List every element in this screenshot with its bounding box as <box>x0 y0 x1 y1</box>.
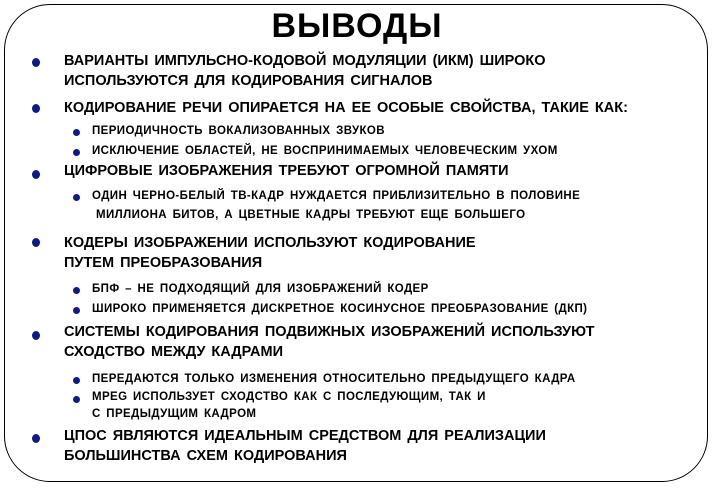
bullet-text-line: БОЛЬШИНСТВА СХЕМ КОДИРОВАНИЯ <box>64 448 347 464</box>
bullet-text-line: СХОДСТВО МЕЖДУ КАДРАМИ <box>64 344 283 360</box>
sub-bullet-text-line: ШИРОКО ПРИМЕНЯЕТСЯ ДИСКРЕТНОЕ КОСИНУСНОЕ ПРЕОБРАЗОВАНИЕ (ДКП) <box>92 303 588 315</box>
sub-bullet-marker <box>73 287 80 294</box>
sub-bullet-marker <box>73 129 80 136</box>
sub-bullet-text-line: С ПРЕДЫДУЩИМ КАДРОМ <box>92 408 257 420</box>
sub-bullet-text-line: ПЕРИОДИЧНОСТЬ ВОКАЛИЗОВАННЫХ ЗВУКОВ <box>92 125 385 137</box>
bullet-text-line: ЦПОС ЯВЛЯЮТСЯ ИДЕАЛЬНЫМ СРЕДСТВОМ ДЛЯ РЕАЛИЗАЦИИ <box>64 428 546 444</box>
sub-bullet-marker <box>73 149 80 156</box>
sub-bullet-text-line: ОДИН ЧЕРНО-БЕЛЫЙ ТВ-КАДР НУЖДАЕТСЯ ПРИБЛИЗИТЕЛЬНО В ПОЛОВИНЕ <box>92 190 581 202</box>
bullet-text-line: ПУТЕМ ПРЕОБРАЗОВАНИЯ <box>64 255 263 271</box>
bullet-text-line: СИСТЕМЫ КОДИРОВАНИЯ ПОДВИЖНЫХ ИЗОБРАЖЕНИЙ ИСПОЛЬЗУЮТ <box>64 324 595 340</box>
sub-bullet-text-line: ИСКЛЮЧЕНИЕ ОБЛАСТЕЙ, НЕ ВОСПРИНИМАЕМЫХ ЧЕЛОВЕЧЕСКИМ УХОМ <box>92 145 558 157</box>
bullet-text-line: ВАРИАНТЫ ИМПУЛЬСНО-КОДОВОЙ МОДУЛЯЦИИ (ИКМ) ШИРОКО <box>64 53 546 69</box>
slide-title: ВЫВОДЫ <box>271 7 443 45</box>
sub-bullet-marker <box>73 396 80 403</box>
sub-bullet-text-line: МИЛЛИОНА БИТОВ, А ЦВЕТНЫЕ КАДРЫ ТРЕБУЮТ ЕЩЕ БОЛЬШЕГО <box>96 209 526 221</box>
sub-bullet-marker <box>73 377 80 384</box>
bullet-text-line: ИСПОЛЬЗУЮТСЯ ДЛЯ КОДИРОВАНИЯ СИГНАЛОВ <box>64 73 433 89</box>
sub-bullet-marker <box>73 194 80 201</box>
sub-bullet-marker <box>73 307 80 314</box>
bullet-marker <box>32 434 40 443</box>
sub-bullet-text-line: MPEG ИСПОЛЬЗУЕТ СХОДСТВО КАК С ПОСЛЕДУЮЩИМ, ТАК И <box>92 391 486 403</box>
bullet-text-line: КОДЕРЫ ИЗОБРАЖЕНИИ ИСПОЛЬЗУЮТ КОДИРОВАНИЕ <box>64 235 476 251</box>
sub-bullet-text-line: ПЕРЕДАЮТСЯ ТОЛЬКО ИЗМЕНЕНИЯ ОТНОСИТЕЛЬНО ПРЕДЫДУЩЕГО КАДРА <box>92 373 576 385</box>
bullet-marker <box>32 104 40 113</box>
bullet-marker <box>32 58 40 67</box>
bullet-marker <box>32 170 40 179</box>
bullet-marker <box>32 238 40 247</box>
sub-bullet-text-line: БПФ – НЕ ПОДХОДЯЩИЙ ДЛЯ ИЗОБРАЖЕНИЙ КОДЕР <box>92 283 429 295</box>
bullet-text-line: КОДИРОВАНИЕ РЕЧИ ОПИРАЕТСЯ НА ЕЕ ОСОБЫЕ СВОЙСТВА, ТАКИЕ КАК: <box>64 100 628 116</box>
bullet-marker <box>32 331 40 340</box>
bullet-text-line: ЦИФРОВЫЕ ИЗОБРАЖЕНИЯ ТРЕБУЮТ ОГРОМНОЙ ПАМЯТИ <box>64 163 509 179</box>
